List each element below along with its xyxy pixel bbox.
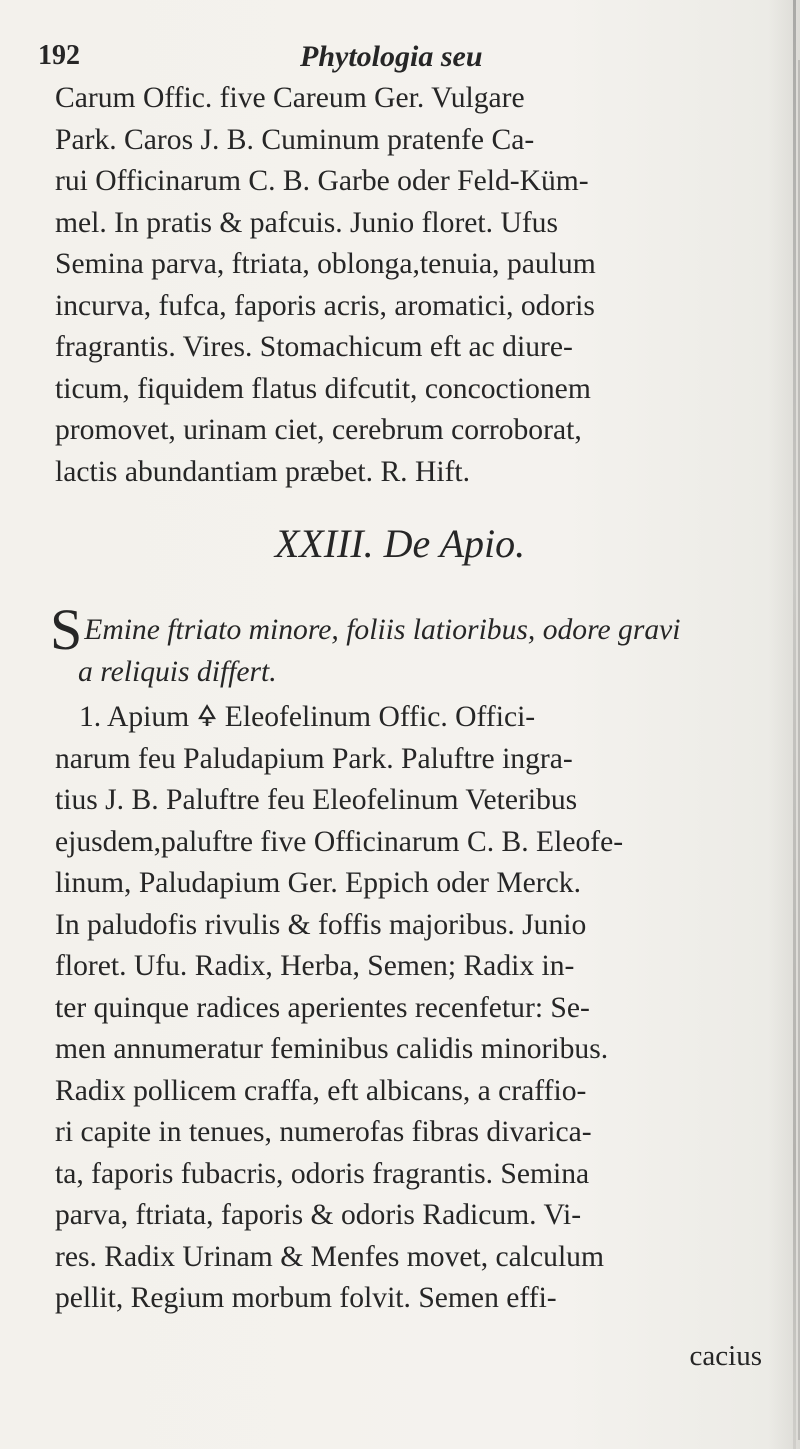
text-line: res. Radix Urinam & Menfes movet, calculum bbox=[55, 1240, 604, 1273]
text-line: incurva, fufca, faporis acris, aromatici, odoris bbox=[55, 289, 595, 322]
text-line: ri capite in tenues, numerofas fibras divarica- bbox=[55, 1116, 592, 1148]
text-line: promovet, urinam ciet, cerebrum corroborat, bbox=[55, 414, 582, 446]
page-number: 192 bbox=[38, 40, 80, 71]
text-line: ticum, fiquidem flatus difcutit, concoctionem bbox=[55, 372, 591, 405]
text-line: In paludofis rivulis & foffis majoribus. Junio bbox=[55, 908, 587, 941]
text-line: lactis abundantiam præbet. R. Hift. bbox=[55, 455, 471, 488]
text-line: linum, Paludapium Ger. Eppich oder Merck. bbox=[55, 867, 581, 899]
text-line: men annumeratur feminibus calidis minoribus. bbox=[55, 1033, 609, 1065]
text-line: Semina parva, ftriata, oblonga,tenuia, paulum bbox=[55, 248, 596, 280]
apium-paragraph bbox=[55, 697, 767, 1320]
text-line: pellit, Regium morbum folvit. Semen effi- bbox=[55, 1282, 557, 1314]
text-line: Radix pollicem craffa, eft albicans, a craffio- bbox=[55, 1074, 587, 1107]
section-heading: XXIII. De Apio. bbox=[274, 521, 526, 566]
text-line: Carum Offic. five Careum Ger. Vulgare bbox=[55, 82, 525, 114]
text-line: a reliquis differt. bbox=[78, 655, 277, 688]
text-line: Park. Caros J. B. Cuminum pratenfe Ca- bbox=[55, 123, 535, 156]
text-line: ter quinque radices aperientes recenfetur: Se- bbox=[55, 991, 590, 1024]
text-line: ejusdem,paluftre five Officinarum C. B. Eleofe- bbox=[55, 825, 624, 858]
text-line: ta, faporis fubacris, odoris fragrantis. Semina bbox=[55, 1157, 590, 1190]
text-line: mel. In pratis & pafcuis. Junio floret. Ufus bbox=[55, 206, 558, 239]
text-line: 1. Apium 🜍 Eleofelinum Offic. Offici- bbox=[79, 701, 536, 733]
text-line: fragrantis. Vires. Stomachicum eft ac diure- bbox=[55, 331, 573, 363]
text-line: floret. Ufu. Radix, Herba, Semen; Radix in- bbox=[55, 950, 575, 982]
page-header bbox=[38, 40, 758, 80]
italic-intro bbox=[50, 610, 762, 693]
text-line: narum feu Paludapium Park. Paluftre ingra- bbox=[55, 742, 573, 775]
running-head: Phytologia seu bbox=[300, 40, 483, 73]
catchword: cacius bbox=[689, 1340, 762, 1372]
drop-cap: S bbox=[50, 610, 83, 652]
text-line: S Emine ftriato minore, foliis latioribus, odore gravi bbox=[50, 610, 681, 652]
text-line: rui Officinarum C. B. Garbe oder Feld-Küm- bbox=[55, 165, 589, 197]
page-edge bbox=[793, 0, 796, 1449]
carum-paragraph bbox=[55, 78, 767, 493]
text-line: tius J. B. Paluftre feu Eleofelinum Veteribus bbox=[55, 784, 578, 816]
text-line: parva, ftriata, faporis & odoris Radicum. Vi- bbox=[55, 1199, 582, 1231]
